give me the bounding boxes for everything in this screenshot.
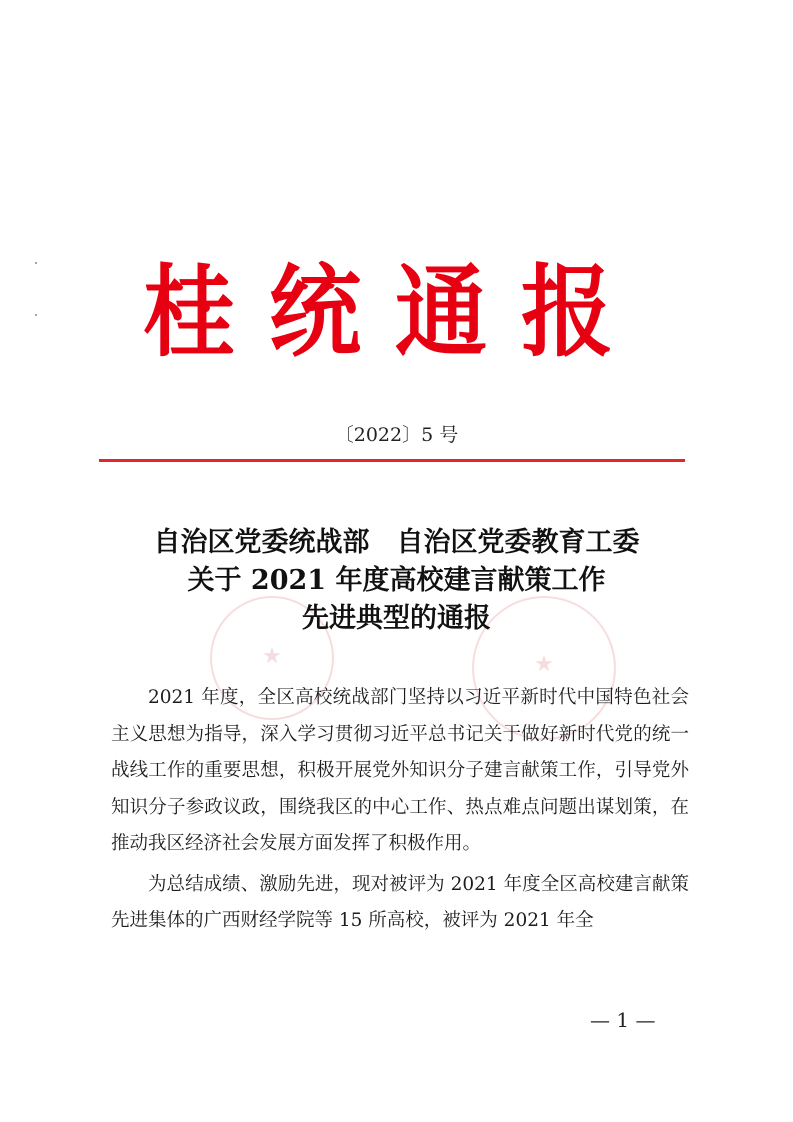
- page-number: — 1 —: [590, 1008, 656, 1032]
- body-text: [111, 680, 689, 944]
- document-title-line-3: 先进典型的通报: [302, 603, 491, 634]
- document-title-line-1: 自治区党委统战部 自治区党委教育工委: [153, 527, 640, 558]
- body-paragraph-2: 为总结成绩、激励先进，现对被评为 2021 年度全区高校建言献策先进集体的广西财经学院等 15 所高校，被评为 2021 年全: [111, 873, 689, 931]
- seal-stamp-right: ★: [472, 596, 616, 740]
- scan-speck: [35, 314, 37, 316]
- red-divider: [99, 459, 685, 462]
- seal-stamp-left: ★: [210, 596, 334, 720]
- document-title-line-2: 关于 2021 年度高校建言献策工作: [187, 565, 606, 596]
- body-paragraph-1: 2021 年度，全区高校统战部门坚持以习近平新时代中国特色社会主义思想为指导，深入学习贯彻习近平总书记关于做好新时代党的统一战线工作的重要思想，积极开展党外知识分子建言献策工作，引导党外知识分子参政议政，围绕我区的中心工作、热点难点问题出谋划策，在推动我区经济社会发展方面发挥了积极作用。: [111, 687, 689, 854]
- document-number: 〔2022〕5 号: [334, 424, 459, 446]
- scan-speck: [35, 262, 37, 264]
- header-title: 桂统通报: [142, 254, 647, 371]
- document-title: [90, 524, 703, 638]
